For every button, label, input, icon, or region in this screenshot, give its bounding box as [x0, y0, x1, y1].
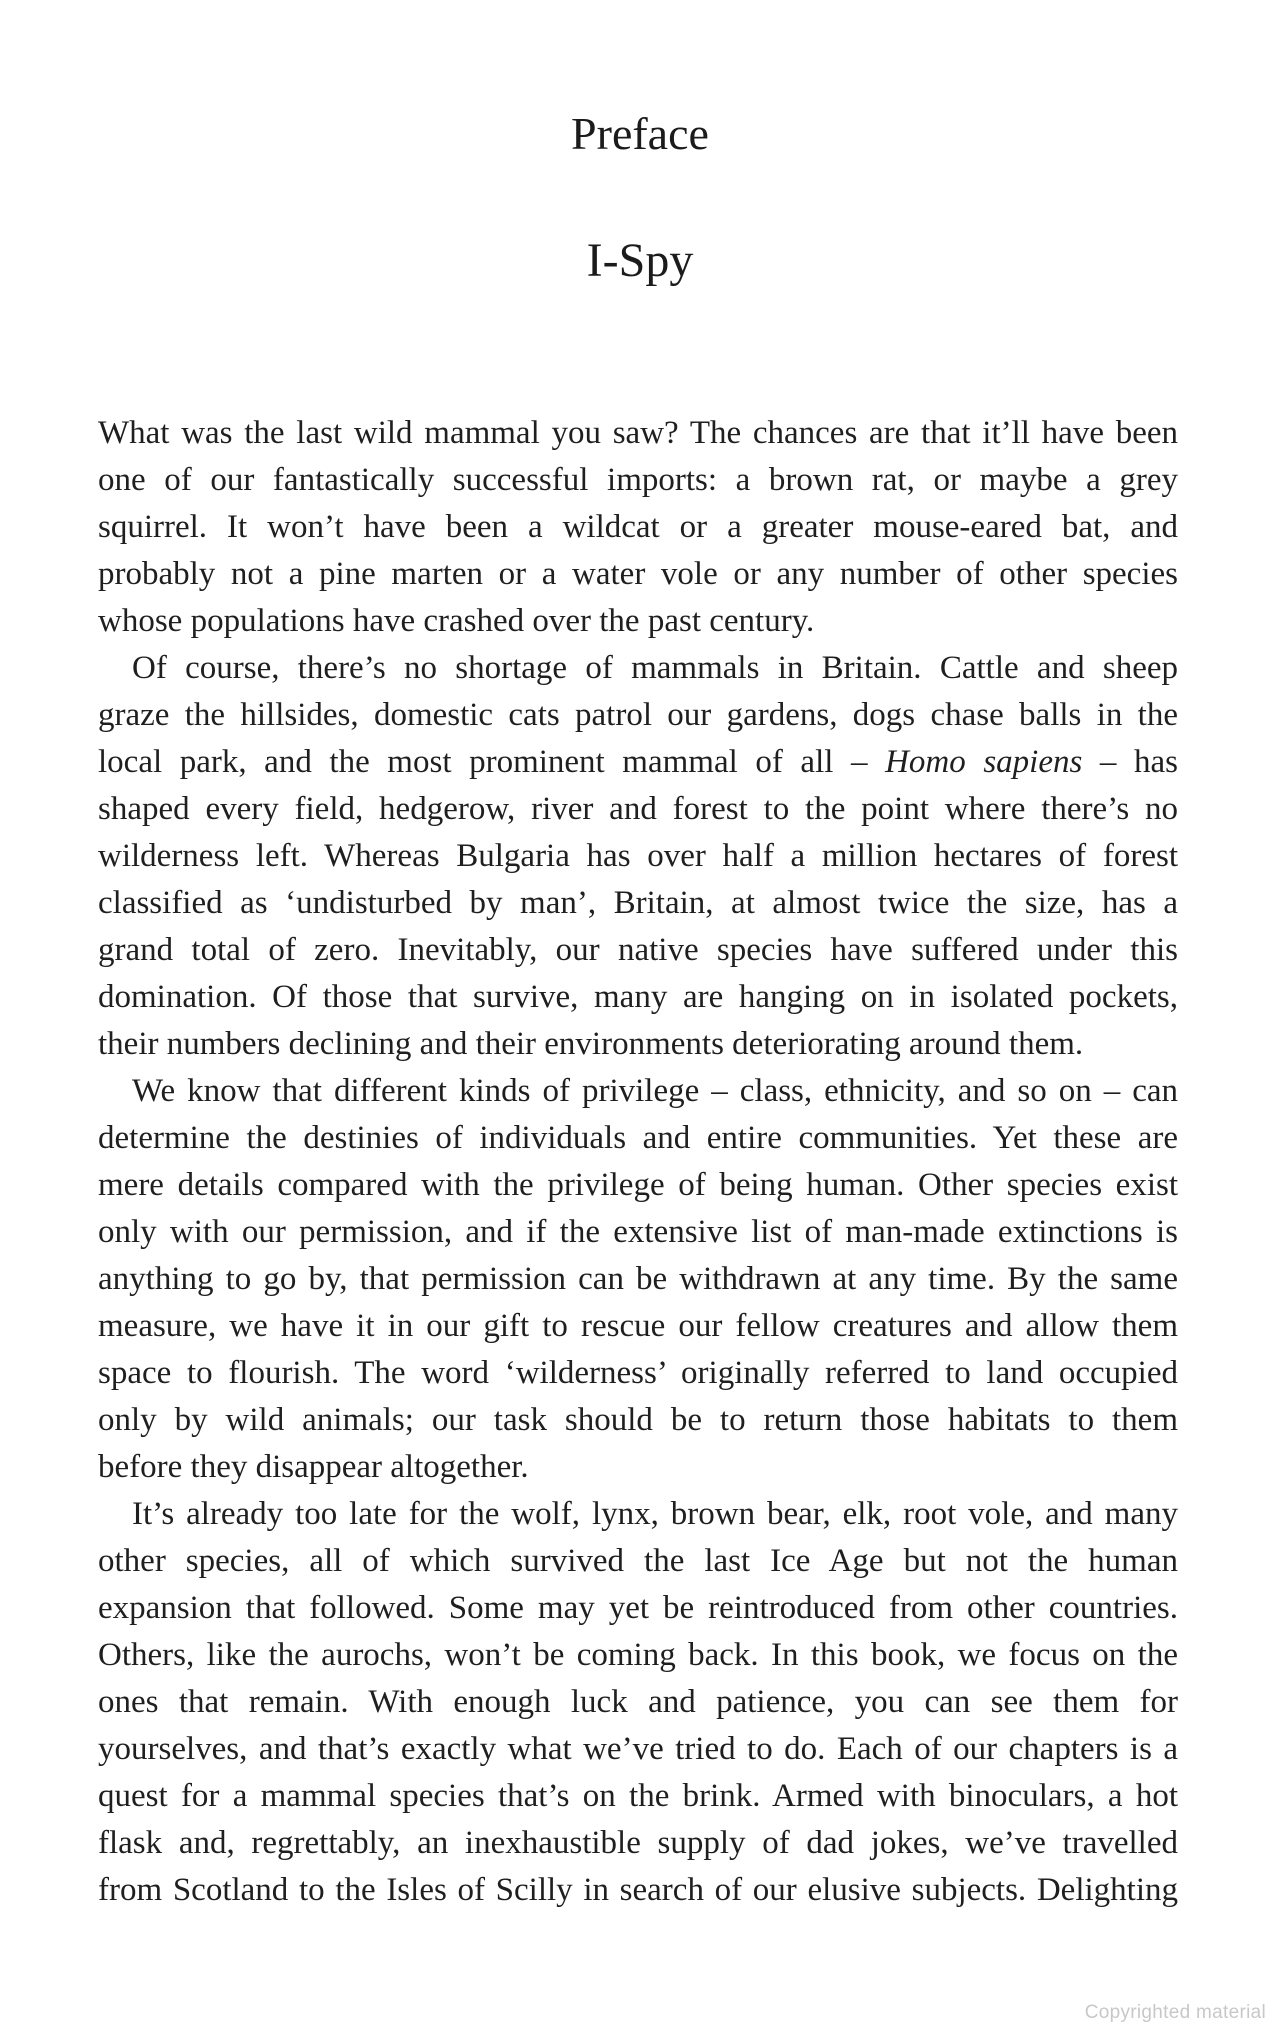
body-line — [98, 974, 1178, 1021]
body-line — [98, 1726, 1178, 1773]
text-segment: wilderness left. Whereas Bulgaria has over half a million hectares of forest — [98, 838, 1178, 874]
body-line — [98, 598, 1178, 645]
text-segment: quest for a mammal species that’s on the brink. Armed with binoculars, a hot — [98, 1778, 1178, 1814]
text-segment: classified as ‘undisturbed by man’, Britain, at almost twice the size, has a — [98, 885, 1178, 921]
body-line — [98, 833, 1178, 880]
body-line — [98, 1491, 1178, 1538]
body-line — [98, 1115, 1178, 1162]
text-segment: mere details compared with the privilege of being human. Other species exist — [98, 1167, 1178, 1203]
text-segment: shaped every field, hedgerow, river and forest to the point where there’s no — [98, 791, 1178, 827]
text-segment: It’s already too late for the wolf, lynx, brown bear, elk, root vole, and many — [132, 1496, 1178, 1532]
body-line — [98, 1585, 1178, 1632]
text-segment: We know that different kinds of privilege – class, ethnicity, and so on – can — [132, 1073, 1178, 1109]
body-line — [98, 1021, 1178, 1068]
body-line — [98, 410, 1178, 457]
body-line — [98, 786, 1178, 833]
text-segment: one of our fantastically successful imports: a brown rat, or maybe a grey — [98, 462, 1178, 498]
body-line — [98, 739, 1178, 786]
text-segment: squirrel. It won’t have been a wildcat or a greater mouse-eared bat, and — [98, 509, 1178, 545]
body-line — [98, 1773, 1178, 1820]
paragraph — [98, 410, 1178, 645]
paragraph — [98, 1068, 1178, 1491]
text-segment: from Scotland to the Isles of Scilly in search of our elusive subjects. Delighting — [98, 1872, 1178, 1908]
body-line — [98, 927, 1178, 974]
body-line — [98, 551, 1178, 598]
body-line — [98, 457, 1178, 504]
text-segment: before they disappear altogether. — [98, 1449, 529, 1485]
chapter-subtitle: I-Spy — [586, 234, 694, 287]
text-segment: – has — [1082, 744, 1178, 780]
body-line — [98, 1867, 1178, 1914]
body-line — [98, 692, 1178, 739]
text-segment: their numbers declining and their environments deteriorating around them. — [98, 1026, 1084, 1062]
text-segment: expansion that followed. Some may yet be reintroduced from other countries. — [98, 1590, 1178, 1626]
body-line — [98, 1209, 1178, 1256]
text-segment: What was the last wild mammal you saw? The chances are that it’ll have been — [98, 415, 1178, 451]
text-segment: Others, like the aurochs, won’t be coming back. In this book, we focus on the — [98, 1637, 1178, 1673]
italic-species-name: Homo sapiens — [885, 744, 1083, 780]
body-line — [98, 1162, 1178, 1209]
body-line — [98, 1397, 1178, 1444]
text-segment: determine the destinies of individuals and entire communities. Yet these are — [98, 1120, 1178, 1156]
text-segment: other species, all of which survived the last Ice Age but not the human — [98, 1543, 1178, 1579]
text-segment: only by wild animals; our task should be to return those habitats to them — [98, 1402, 1178, 1438]
text-segment: probably not a pine marten or a water vole or any number of other species — [98, 556, 1178, 592]
body-line — [98, 1444, 1178, 1491]
body-line — [98, 1632, 1178, 1679]
text-segment: yourselves, and that’s exactly what we’ve tried to do. Each of our chapters is a — [98, 1731, 1178, 1767]
body-line — [98, 1068, 1178, 1115]
body-line — [98, 1820, 1178, 1867]
text-segment: grand total of zero. Inevitably, our native species have suffered under this — [98, 932, 1178, 968]
text-segment: Of course, there’s no shortage of mammals in Britain. Cattle and sheep — [132, 650, 1178, 686]
text-segment: domination. Of those that survive, many are hanging on in isolated pockets, — [98, 979, 1178, 1015]
page-title: Preface — [571, 108, 709, 159]
body-line — [98, 1538, 1178, 1585]
paragraph — [98, 1491, 1178, 1914]
text-segment: ones that remain. With enough luck and patience, you can see them for — [98, 1684, 1178, 1720]
body-line — [98, 504, 1178, 551]
text-segment: only with our permission, and if the extensive list of man-made extinctions is — [98, 1214, 1178, 1250]
paragraph — [98, 645, 1178, 1068]
text-segment: whose populations have crashed over the past century. — [98, 603, 815, 639]
body-line — [98, 880, 1178, 927]
text-segment: local park, and the most prominent mammal of all – — [98, 744, 886, 780]
copyright-watermark: Copyrighted material — [1084, 2002, 1266, 2023]
body-line — [98, 645, 1178, 692]
text-segment: space to flourish. The word ‘wilderness’ originally referred to land occupied — [98, 1355, 1178, 1391]
text-segment: measure, we have it in our gift to rescue our fellow creatures and allow them — [98, 1308, 1178, 1344]
body-line — [98, 1303, 1178, 1350]
text-segment: graze the hillsides, domestic cats patrol our gardens, dogs chase balls in the — [98, 697, 1178, 733]
body-line — [98, 1679, 1178, 1726]
body-text — [98, 410, 1178, 1914]
body-line — [98, 1350, 1178, 1397]
body-line — [98, 1256, 1178, 1303]
text-segment: anything to go by, that permission can be withdrawn at any time. By the same — [98, 1261, 1178, 1297]
text-segment: flask and, regrettably, an inexhaustible supply of dad jokes, we’ve travelled — [98, 1825, 1178, 1861]
